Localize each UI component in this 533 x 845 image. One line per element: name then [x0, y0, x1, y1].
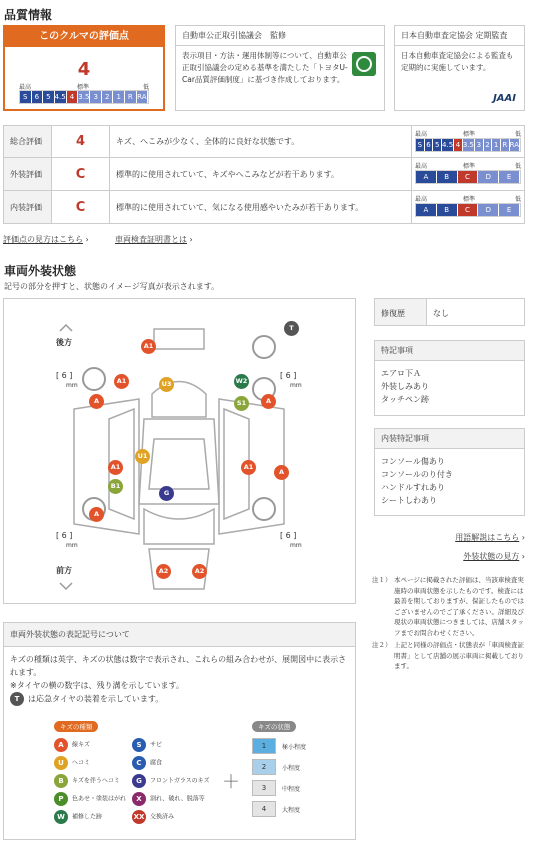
repair-value: なし — [433, 309, 449, 318]
scale-cell-e: E — [499, 204, 520, 216]
scale-cell-d: D — [478, 204, 499, 216]
scale-cell-6: 6 — [425, 139, 434, 151]
score-scale-bar — [19, 90, 149, 104]
damage-type-u: U へコミ — [54, 756, 90, 770]
scale-cell-5: 5 — [433, 139, 442, 151]
scale-cell-a: A — [416, 204, 437, 216]
scale-cell-s: S — [416, 139, 425, 151]
scale-standard: 標準 — [77, 84, 90, 91]
notation-text1: キズの種類は英字、キズの状態は数字で表示され、これらの組み合わせが、展開図中に表示されます。 — [10, 655, 347, 677]
interior-header: 内装特記事項 — [375, 429, 524, 449]
scale-cell-a: A — [416, 171, 437, 183]
special-note-item: タッチペン跡 — [381, 395, 429, 404]
notation-text3-row: T は応急タイヤの装着を示しています。 — [10, 692, 349, 706]
scale-cell-3-5: 3.5 — [462, 141, 474, 149]
score-value: 4 — [77, 59, 91, 80]
scale-cell-2: 2 — [484, 139, 493, 151]
damage-point-A2[interactable]: A2 — [156, 564, 171, 579]
scale-cell-4-5: 4.5 — [442, 141, 454, 149]
exterior-hint: 記号の部分を押すと、状態のイメージ写真が表示されます。 — [4, 282, 220, 291]
jaai-header: 日本自動車査定協会 定期監査 — [395, 26, 524, 46]
inspection-text: 表示項目・方法・運用体制等について、自動車公正取引協議会の定める基準を満たした「トヨタU-Car品質評価制度」に基づき作成しております。 — [182, 51, 348, 84]
damage-type-c: C 腐食 — [132, 756, 162, 770]
damage-point-T[interactable]: T — [284, 321, 299, 336]
notation-legend — [3, 622, 356, 840]
interior-notes-panel — [374, 428, 525, 516]
rating-scale: 最高 標準 低 A B C D E — [412, 191, 524, 223]
scale-cell-e: E — [499, 171, 520, 183]
tire-spare — [252, 335, 276, 359]
rating-label: 内装評価 — [4, 191, 52, 223]
damage-point-B1[interactable]: B1 — [108, 479, 123, 494]
damage-point-A1[interactable]: A1 — [141, 339, 156, 354]
types-header: キズの種類 — [54, 721, 98, 732]
damage-type-x: X 割れ、破れ、脱落等 — [132, 792, 205, 806]
certification-icon — [352, 52, 376, 76]
scale-high: 最高 — [19, 84, 32, 91]
notation-text2: ※タイヤの横の数字は、残り溝を示しています。 — [10, 681, 184, 690]
jaai-logo: JAAI — [493, 93, 516, 104]
damage-type-w: W 補修した跡 — [54, 810, 102, 824]
tire-depth-front-left: [ 6 ] mm — [56, 531, 78, 549]
damage-state-4: 4 大程度 — [252, 801, 300, 817]
rating-row — [3, 158, 525, 191]
rating-label: 外装評価 — [4, 158, 52, 190]
note-item: 注２） 上記と同様の評価点・状態表が「車両検査証明書」として店舗の展示車両に掲載しております。 — [372, 641, 524, 670]
terms-link[interactable]: 用語解説はこちら › — [455, 533, 525, 542]
rating-desc: キズ、へこみが少なく、全体的に良好な状態です。 — [110, 126, 412, 157]
damage-point-A1[interactable]: A1 — [241, 460, 256, 475]
damage-state-1: 1 極小程度 — [252, 738, 306, 754]
rear-label: 後方 — [56, 338, 72, 347]
special-notes-panel — [374, 340, 525, 416]
rating-grade: 4 — [52, 126, 110, 157]
damage-type-g: G フロントガラスのキズ — [132, 774, 210, 788]
tire-depth-rear-left: [ 6 ] mm — [56, 371, 78, 389]
damage-point-A[interactable]: A — [261, 394, 276, 409]
damage-type-s: S サビ — [132, 738, 162, 752]
scale-cell-3-5: 3.5 — [78, 93, 90, 101]
interior-note-item: ハンドルすれあり — [381, 483, 445, 492]
scale-cell-3: 3 — [475, 139, 484, 151]
damage-point-U3[interactable]: U3 — [159, 377, 174, 392]
interior-note-item: シートしわあり — [381, 496, 437, 505]
jaai-text: 日本自動車査定協会による監査も定期的に実施しています。 — [401, 51, 514, 72]
damage-point-S1[interactable]: S1 — [234, 396, 249, 411]
score-card — [3, 25, 165, 111]
tire-depth-rear-right: [ 6 ] mm — [280, 371, 302, 389]
cert-help-link[interactable]: 車両検査証明書とは › — [115, 235, 193, 244]
damage-point-A[interactable]: A — [89, 507, 104, 522]
scale-cell-5: 5 — [43, 91, 55, 103]
interior-note-item: コンソールのり付き — [381, 470, 453, 479]
scale-cell-ra: RA — [509, 141, 520, 149]
damage-point-A[interactable]: A — [274, 465, 289, 480]
special-note-item: エアロ下Ａ — [381, 369, 421, 378]
rating-label: 総合評価 — [4, 126, 52, 157]
damage-type-xx: XX 交換済み — [132, 810, 174, 824]
plus-sign: ＋ — [222, 772, 240, 793]
damage-type-b: B キズを伴うへコミ — [54, 774, 120, 788]
score-card-title: このクルマの評価点 — [5, 27, 163, 47]
scale-cell-1: 1 — [113, 91, 125, 103]
scale-cell-4: 4 — [67, 91, 79, 103]
damage-point-A1[interactable]: A1 — [114, 374, 129, 389]
special-note-item: 外装しみあり — [381, 382, 429, 391]
section-title-quality: 品質情報 — [4, 8, 53, 22]
notes — [372, 575, 527, 674]
ratings-table — [3, 125, 525, 224]
damage-state-3: 3 中程度 — [252, 780, 300, 796]
scale-cell-4: 4 — [454, 139, 463, 151]
damage-point-A[interactable]: A — [89, 394, 104, 409]
tire-front-right — [252, 497, 276, 521]
scale-cell-c: C — [458, 204, 479, 216]
repair-label: 修復歴 — [375, 299, 427, 325]
inspection-header: 自動車公正取引協議会 監修 — [176, 26, 384, 46]
section-title-exterior: 車両外装状態 — [4, 264, 77, 278]
damage-type-a: A 線キズ — [54, 738, 90, 752]
scale-cell-d: D — [478, 171, 499, 183]
damage-point-G[interactable]: G — [159, 486, 174, 501]
interior-note-item: コンソール傷あり — [381, 457, 445, 466]
rating-scale: 最高 標準 低 S 6 5 4.5 4 3.5 3 2 1 R RA — [412, 126, 524, 157]
damage-point-W2[interactable]: W2 — [234, 374, 249, 389]
scale-low: 低 — [142, 84, 149, 91]
scale-cell-ra: RA — [137, 93, 147, 101]
damage-point-A1[interactable]: A1 — [108, 460, 123, 475]
notation-header: 車両外装状態の表記記号について — [4, 623, 355, 647]
spare-tire-icon: T — [10, 692, 24, 706]
note-item: 注１） 本ページに掲載された評価は、当該車検査実施時の車両状態を示したものです。検査には最善を期しておりますが、保証したものではございませんのでご了承ください。詳細及び現状の車両状態につきましては、店舗スタッフまでお問合わせください。 — [372, 576, 524, 637]
rating-row — [3, 191, 525, 224]
scale-cell-b: B — [437, 171, 458, 183]
scale-cell-r: R — [125, 91, 137, 103]
rating-grade: C — [52, 158, 110, 190]
rating-desc: 標準的に使用されていて、キズやへこみなどが若干あります。 — [110, 158, 412, 190]
scale-cell-1: 1 — [492, 139, 501, 151]
tire-depth-front-right: [ 6 ] mm — [280, 531, 302, 549]
special-header: 特記事項 — [375, 341, 524, 361]
front-label: 前方 — [56, 566, 72, 575]
damage-point-U1[interactable]: U1 — [135, 449, 150, 464]
scale-cell-4-5: 4.5 — [54, 93, 66, 101]
damage-point-A2[interactable]: A2 — [192, 564, 207, 579]
rating-desc: 標準的に使用されていて、気になる使用感やいたみが若干あります。 — [110, 191, 412, 223]
rating-row — [3, 125, 525, 158]
rating-grade: C — [52, 191, 110, 223]
scale-cell-6: 6 — [32, 91, 44, 103]
scale-cell-3: 3 — [90, 91, 102, 103]
jaai-box — [394, 25, 525, 111]
damage-type-p: P 色あせ・塗装はがれ — [54, 792, 126, 806]
inspection-box — [175, 25, 385, 111]
scale-cell-2: 2 — [102, 91, 114, 103]
score-help-link[interactable]: 評価点の見方はこちら › — [3, 235, 89, 244]
tire-rear-left — [82, 367, 106, 391]
states-header: キズの状態 — [252, 721, 296, 732]
damage-state-2: 2 小程度 — [252, 759, 300, 775]
scale-cell-r: R — [501, 139, 510, 151]
scale-cell-c: C — [458, 171, 479, 183]
scale-cell-b: B — [437, 204, 458, 216]
repair-history — [374, 298, 525, 326]
rating-scale: 最高 標準 低 A B C D E — [412, 158, 524, 190]
car-diagram — [3, 298, 356, 604]
exterior-help-link[interactable]: 外装状態の見方 › — [463, 552, 525, 561]
scale-cell-s: S — [20, 91, 32, 103]
